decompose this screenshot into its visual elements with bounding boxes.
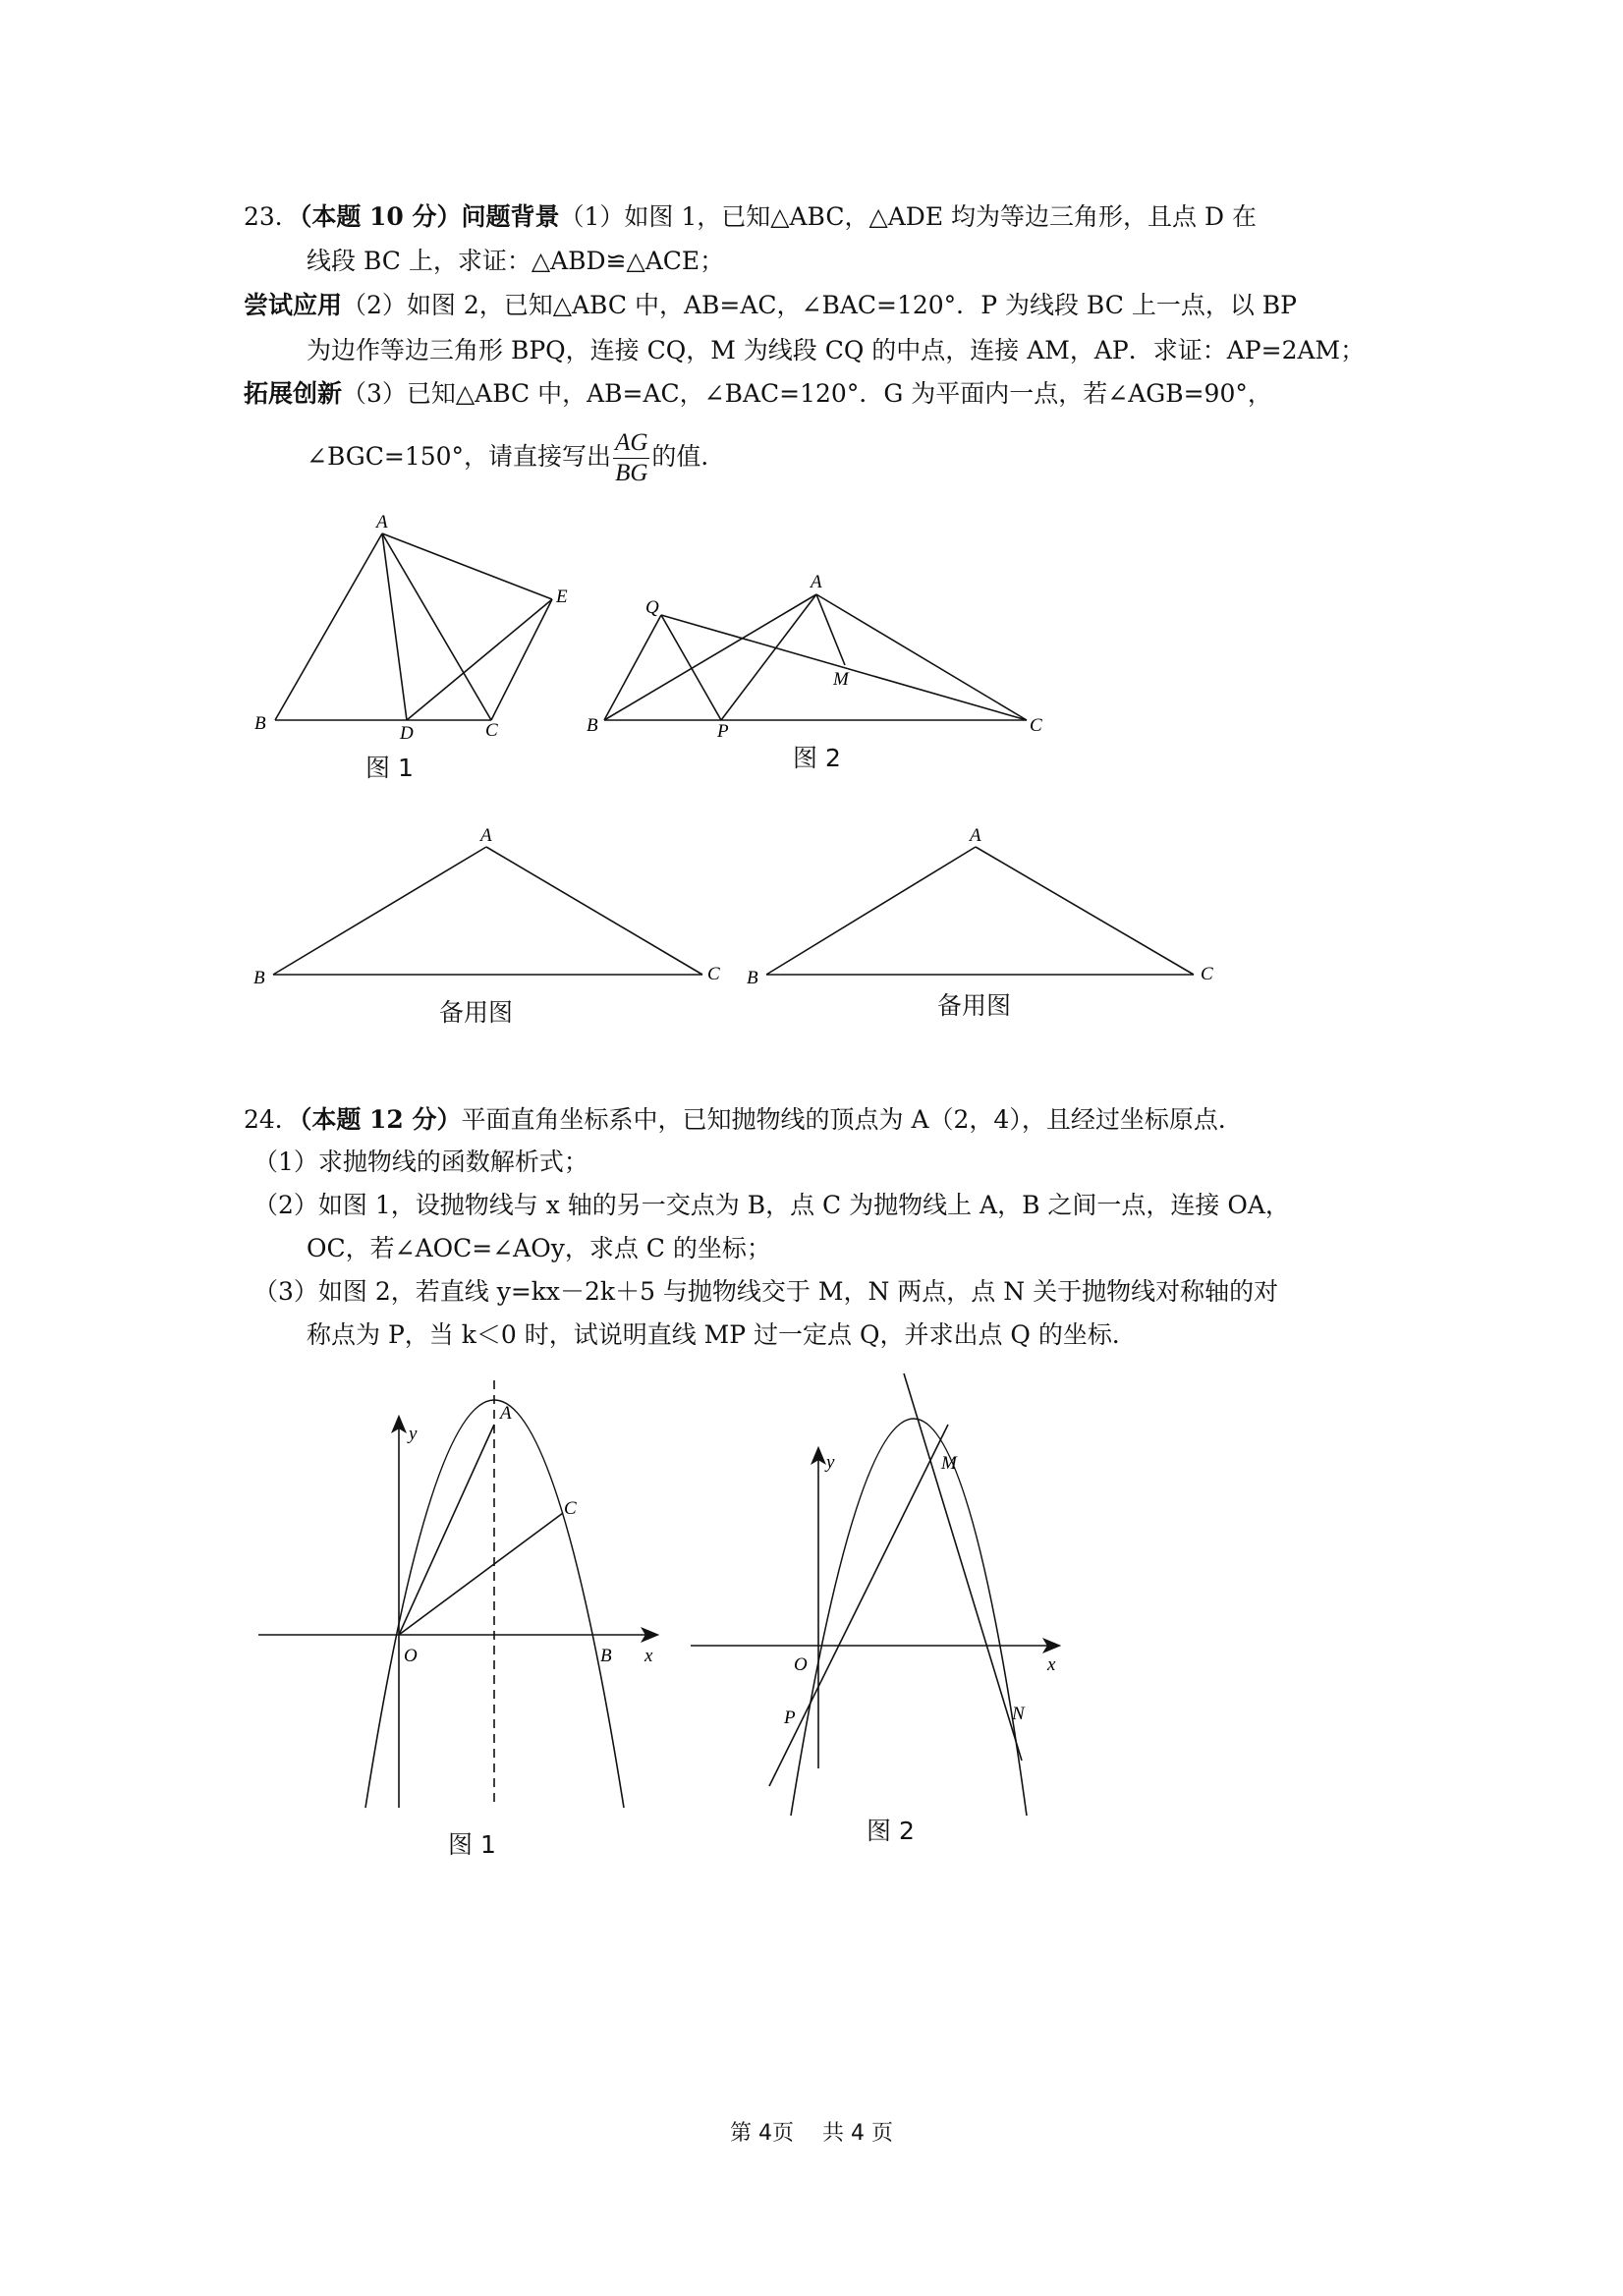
segment-ab bbox=[273, 847, 486, 975]
segment-ab bbox=[766, 847, 976, 975]
caption-spare1: 备用图 bbox=[439, 998, 514, 1027]
q23-figure-2 bbox=[580, 565, 1061, 742]
label-b: B bbox=[254, 713, 266, 734]
caption-q24-fig2: 图 2 bbox=[867, 1817, 915, 1845]
label-a: A bbox=[376, 512, 388, 532]
segment-ad bbox=[382, 533, 407, 720]
segment-ac bbox=[382, 533, 491, 720]
fraction-numerator: AG bbox=[613, 428, 649, 459]
q23-line6-post: 的值． bbox=[651, 442, 726, 471]
q23-part3-head: 拓展创新 bbox=[244, 379, 343, 408]
segment-de bbox=[407, 599, 552, 720]
label-c: C bbox=[564, 1498, 577, 1519]
segment-am bbox=[816, 594, 845, 665]
q23-head: （本题 10 分）问题背景 bbox=[299, 202, 560, 231]
segment-ac bbox=[816, 594, 1027, 720]
q24-line2: （1）求抛物线的函数解析式； bbox=[253, 1148, 588, 1176]
q23-part2-head: 尝试应用 bbox=[244, 291, 343, 319]
label-m: M bbox=[941, 1453, 957, 1474]
label-x: x bbox=[1047, 1654, 1056, 1675]
label-x: x bbox=[644, 1646, 653, 1666]
label-b: B bbox=[600, 1646, 612, 1666]
q24-number: 24． bbox=[244, 1105, 300, 1134]
label-d: D bbox=[400, 723, 414, 744]
q23-line6 bbox=[307, 428, 725, 488]
q23-line5-text: （3）已知△ABC 中，AB=AC，∠BAC=120°．G 为平面内一点，若∠AGB=90°， bbox=[342, 379, 1272, 408]
label-a: A bbox=[970, 825, 981, 846]
label-b: B bbox=[747, 968, 758, 988]
q23-number: 23． bbox=[244, 202, 300, 231]
segment-pa bbox=[721, 594, 816, 720]
parabola bbox=[791, 1419, 1027, 1816]
q24-line5: （3）如图 2，若直线 y=kx－2k＋5 与抛物线交于 M，N 两点，点 N 关于抛物线对称轴的对 bbox=[253, 1277, 1279, 1306]
q24-line1-text: 平面直角坐标系中，已知抛物线的顶点为 A（2，4），且经过坐标原点． bbox=[461, 1105, 1243, 1134]
label-o: O bbox=[404, 1646, 418, 1666]
caption-fig1: 图 1 bbox=[365, 754, 414, 782]
caption-q24-fig1: 图 1 bbox=[448, 1830, 496, 1859]
spare-figure-1 bbox=[246, 820, 737, 992]
label-o: O bbox=[794, 1654, 808, 1675]
caption-fig2: 图 2 bbox=[793, 744, 841, 772]
label-a: A bbox=[811, 572, 822, 592]
q23-line5 bbox=[244, 377, 1272, 411]
q23-line2: 线段 BC 上，求证：△ABD≌△ACE； bbox=[307, 247, 725, 275]
q24-line1 bbox=[244, 1103, 1243, 1137]
label-p: P bbox=[717, 721, 729, 742]
q23-line3 bbox=[244, 289, 1297, 322]
q23-line4: 为边作等边三角形 BPQ，连接 CQ，M 为线段 CQ 的中点，连接 AM，AP．求证：AP=2AM； bbox=[307, 336, 1366, 364]
q24-head: （本题 12 分） bbox=[299, 1105, 462, 1134]
segment-ac bbox=[486, 847, 702, 975]
label-q: Q bbox=[645, 597, 659, 618]
label-c: C bbox=[1030, 715, 1042, 736]
caption-spare2: 备用图 bbox=[937, 991, 1012, 1020]
q23-line3-text: （2）如图 2，已知△ABC 中，AB=AC，∠BAC=120°．P 为线段 BC 上一点，以 BP bbox=[342, 291, 1297, 319]
segment-ae bbox=[382, 533, 552, 599]
label-n: N bbox=[1012, 1704, 1025, 1724]
label-b: B bbox=[587, 715, 598, 736]
label-c: C bbox=[707, 964, 720, 984]
segment-qp bbox=[661, 615, 721, 720]
label-c: C bbox=[485, 720, 498, 741]
label-a: A bbox=[480, 825, 492, 846]
q23-figure-1 bbox=[246, 506, 580, 752]
line-mn bbox=[904, 1373, 1022, 1761]
segment-ce bbox=[491, 599, 552, 720]
label-a: A bbox=[500, 1403, 512, 1424]
segment-ab bbox=[275, 533, 382, 720]
label-m: M bbox=[833, 669, 849, 690]
label-y: y bbox=[409, 1424, 418, 1444]
label-p: P bbox=[784, 1708, 796, 1728]
q24-figure-2 bbox=[683, 1366, 1076, 1818]
segment-qc bbox=[661, 615, 1027, 720]
label-y: y bbox=[826, 1452, 835, 1473]
q24-line4: OC，若∠AOC=∠AOy，求点 C 的坐标； bbox=[307, 1234, 771, 1262]
label-c: C bbox=[1201, 964, 1213, 984]
q24-line6: 称点为 P，当 k＜0 时，试说明直线 MP 过一定点 Q，并求出点 Q 的坐标． bbox=[307, 1320, 1137, 1349]
label-e: E bbox=[556, 587, 568, 607]
fraction-ag-bg bbox=[613, 428, 649, 488]
segment-ac bbox=[976, 847, 1194, 975]
page-footer: 第 4页 共 4 页 bbox=[730, 2121, 893, 2146]
line-mp bbox=[769, 1425, 948, 1786]
spare-figure-2 bbox=[737, 820, 1228, 992]
fraction-denominator: BG bbox=[615, 460, 648, 486]
segment-oc bbox=[399, 1513, 563, 1635]
q23-line6-pre: ∠BGC=150°，请直接写出 bbox=[307, 442, 612, 471]
label-b: B bbox=[253, 968, 265, 988]
q23-line1-text: （1）如图 1，已知△ABC，△ADE 均为等边三角形，且点 D 在 bbox=[559, 202, 1257, 231]
segment-bq bbox=[604, 615, 661, 720]
q23-line1 bbox=[244, 200, 1257, 234]
q24-line3: （2）如图 1，设抛物线与 x 轴的另一交点为 B，点 C 为抛物线上 A，B 之间一点，连接 OA， bbox=[253, 1191, 1290, 1219]
q24-figure-1 bbox=[246, 1371, 678, 1822]
